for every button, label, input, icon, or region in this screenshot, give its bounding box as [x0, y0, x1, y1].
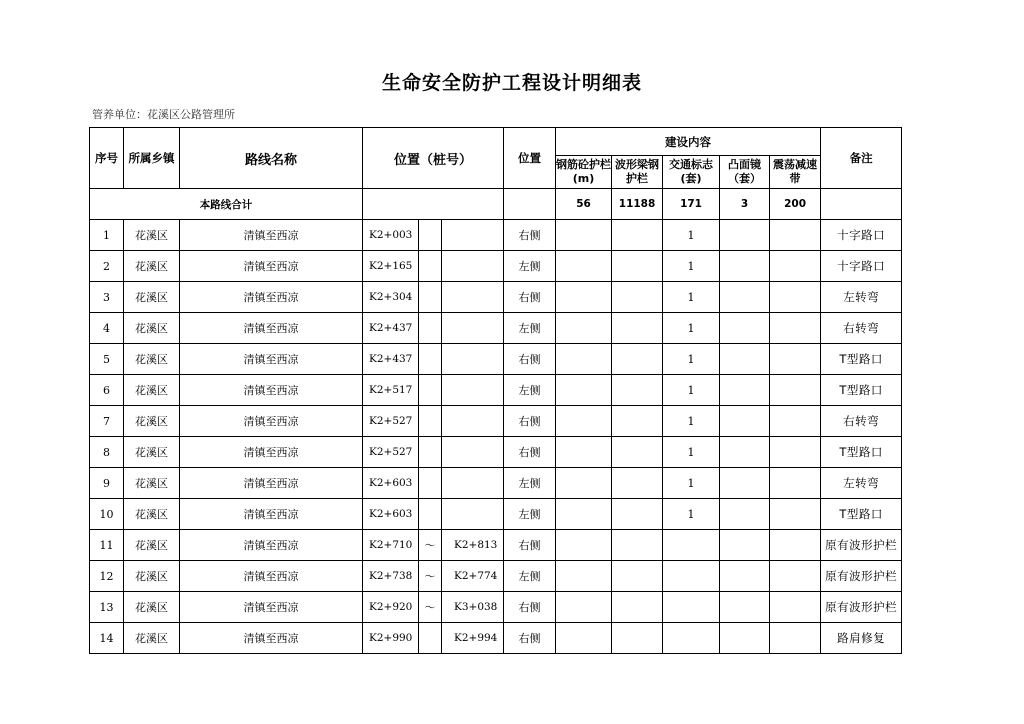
row-remark: 原有波形护栏: [821, 530, 902, 561]
row-stake-to: [442, 468, 504, 499]
header-sub-wave-guardrail: 波形梁钢护栏: [612, 156, 663, 189]
header-side: 位置: [504, 128, 556, 189]
header-sub-traffic-sign: 交通标志(套): [663, 156, 720, 189]
row-remark: T型路口: [821, 437, 902, 468]
row-concrete-guardrail: [556, 375, 612, 406]
row-remark: 原有波形护栏: [821, 561, 902, 592]
table-row: [90, 437, 902, 468]
row-remark: 右转弯: [821, 313, 902, 344]
row-traffic-sign: [663, 592, 720, 623]
row-remark: 左转弯: [821, 468, 902, 499]
header-sub-convex-mirror: 凸面镜（套）: [720, 156, 770, 189]
row-wave-guardrail: [612, 468, 663, 499]
summary-value: 200: [770, 189, 821, 220]
row-road: 清镇至西凉: [180, 220, 363, 251]
row-convex-mirror: [720, 623, 770, 654]
row-remark: 路肩修复: [821, 623, 902, 654]
row-traffic-sign: 1: [663, 344, 720, 375]
row-wave-guardrail: [612, 251, 663, 282]
row-speed-bump: [770, 592, 821, 623]
row-stake-from: K2+437: [363, 313, 419, 344]
row-side: 右侧: [504, 282, 556, 313]
table-row: [90, 344, 902, 375]
header-sub-speed-bump: 震荡减速带: [770, 156, 821, 189]
row-stake-to: [442, 282, 504, 313]
row-town: 花溪区: [124, 344, 180, 375]
row-speed-bump: [770, 468, 821, 499]
row-concrete-guardrail: [556, 499, 612, 530]
table-row: [90, 530, 902, 561]
table-header: [90, 128, 902, 220]
row-town: 花溪区: [124, 592, 180, 623]
row-stake-tilde: [419, 251, 442, 282]
row-speed-bump: [770, 375, 821, 406]
unit-label: 管养单位：花溪区公路管理所: [92, 108, 235, 121]
row-wave-guardrail: [612, 344, 663, 375]
row-stake-from: K2+603: [363, 499, 419, 530]
row-concrete-guardrail: [556, 313, 612, 344]
header-road: 路线名称: [180, 128, 363, 189]
row-stake-to: [442, 499, 504, 530]
summary-row: [90, 189, 902, 220]
header-content: 建设内容: [556, 128, 821, 156]
row-town: 花溪区: [124, 468, 180, 499]
row-traffic-sign: 1: [663, 375, 720, 406]
row-stake-to: [442, 406, 504, 437]
row-stake-tilde: [419, 344, 442, 375]
row-speed-bump: [770, 282, 821, 313]
row-stake-from: K2+527: [363, 437, 419, 468]
row-stake-to: [442, 251, 504, 282]
row-traffic-sign: 1: [663, 406, 720, 437]
row-stake-tilde: [419, 623, 442, 654]
row-stake-from: K2+517: [363, 375, 419, 406]
row-number: 11: [90, 530, 124, 561]
row-speed-bump: [770, 313, 821, 344]
row-wave-guardrail: [612, 220, 663, 251]
row-wave-guardrail: [612, 406, 663, 437]
row-convex-mirror: [720, 220, 770, 251]
row-side: 左侧: [504, 251, 556, 282]
row-convex-mirror: [720, 530, 770, 561]
row-stake-from: K2+738: [363, 561, 419, 592]
row-side: 左侧: [504, 313, 556, 344]
row-number: 4: [90, 313, 124, 344]
table-row: [90, 468, 902, 499]
row-stake-to: [442, 375, 504, 406]
row-convex-mirror: [720, 282, 770, 313]
row-wave-guardrail: [612, 530, 663, 561]
table-row: [90, 561, 902, 592]
row-stake-from: K2+920: [363, 592, 419, 623]
row-town: 花溪区: [124, 313, 180, 344]
row-wave-guardrail: [612, 282, 663, 313]
row-speed-bump: [770, 406, 821, 437]
row-traffic-sign: 1: [663, 499, 720, 530]
row-stake-from: K2+003: [363, 220, 419, 251]
row-stake-to: K2+813: [442, 530, 504, 561]
row-concrete-guardrail: [556, 251, 612, 282]
row-side: 右侧: [504, 344, 556, 375]
row-number: 9: [90, 468, 124, 499]
row-concrete-guardrail: [556, 468, 612, 499]
detail-table: [89, 127, 902, 654]
row-wave-guardrail: [612, 561, 663, 592]
row-remark: 右转弯: [821, 406, 902, 437]
header-stake: 位置（桩号）: [363, 128, 504, 189]
row-convex-mirror: [720, 592, 770, 623]
row-side: 右侧: [504, 592, 556, 623]
summary-value: 56: [556, 189, 612, 220]
row-wave-guardrail: [612, 623, 663, 654]
row-traffic-sign: 1: [663, 468, 720, 499]
row-concrete-guardrail: [556, 220, 612, 251]
row-stake-tilde: [419, 313, 442, 344]
row-concrete-guardrail: [556, 561, 612, 592]
row-wave-guardrail: [612, 437, 663, 468]
row-side: 右侧: [504, 437, 556, 468]
row-number: 14: [90, 623, 124, 654]
row-number: 12: [90, 561, 124, 592]
row-convex-mirror: [720, 437, 770, 468]
row-road: 清镇至西凉: [180, 375, 363, 406]
row-traffic-sign: 1: [663, 220, 720, 251]
row-concrete-guardrail: [556, 282, 612, 313]
row-town: 花溪区: [124, 282, 180, 313]
row-speed-bump: [770, 251, 821, 282]
table-row: [90, 623, 902, 654]
row-wave-guardrail: [612, 592, 663, 623]
row-convex-mirror: [720, 251, 770, 282]
row-stake-to: K3+038: [442, 592, 504, 623]
row-town: 花溪区: [124, 220, 180, 251]
row-concrete-guardrail: [556, 530, 612, 561]
row-town: 花溪区: [124, 437, 180, 468]
row-traffic-sign: [663, 623, 720, 654]
summary-value: 11188: [612, 189, 663, 220]
summary-value: 3: [720, 189, 770, 220]
row-traffic-sign: [663, 530, 720, 561]
row-convex-mirror: [720, 468, 770, 499]
row-road: 清镇至西凉: [180, 282, 363, 313]
row-town: 花溪区: [124, 623, 180, 654]
row-side: 左侧: [504, 468, 556, 499]
row-concrete-guardrail: [556, 592, 612, 623]
row-road: 清镇至西凉: [180, 499, 363, 530]
row-number: 10: [90, 499, 124, 530]
table-row: [90, 313, 902, 344]
header-remark: 备注: [821, 128, 902, 189]
row-convex-mirror: [720, 313, 770, 344]
row-stake-to: [442, 437, 504, 468]
row-convex-mirror: [720, 561, 770, 592]
summary-label: 本路线合计: [90, 189, 363, 220]
row-stake-tilde: [419, 375, 442, 406]
row-side: 左侧: [504, 375, 556, 406]
row-stake-to: K2+774: [442, 561, 504, 592]
row-speed-bump: [770, 561, 821, 592]
row-stake-from: K2+304: [363, 282, 419, 313]
row-road: 清镇至西凉: [180, 344, 363, 375]
row-number: 2: [90, 251, 124, 282]
row-convex-mirror: [720, 344, 770, 375]
row-road: 清镇至西凉: [180, 530, 363, 561]
row-stake-from: K2+437: [363, 344, 419, 375]
row-side: 左侧: [504, 561, 556, 592]
row-stake-to: [442, 313, 504, 344]
row-number: 5: [90, 344, 124, 375]
row-remark: T型路口: [821, 344, 902, 375]
row-number: 3: [90, 282, 124, 313]
table-row: [90, 406, 902, 437]
row-remark: 十字路口: [821, 251, 902, 282]
row-stake-tilde: ～: [419, 592, 442, 623]
row-road: 清镇至西凉: [180, 561, 363, 592]
row-road: 清镇至西凉: [180, 406, 363, 437]
row-town: 花溪区: [124, 251, 180, 282]
row-concrete-guardrail: [556, 437, 612, 468]
row-town: 花溪区: [124, 530, 180, 561]
header-sub-concrete-guardrail: 钢筋砼护栏(m): [556, 156, 612, 189]
row-convex-mirror: [720, 499, 770, 530]
row-traffic-sign: [663, 561, 720, 592]
row-number: 13: [90, 592, 124, 623]
row-stake-tilde: ～: [419, 561, 442, 592]
row-number: 8: [90, 437, 124, 468]
row-stake-from: K2+990: [363, 623, 419, 654]
row-remark: 左转弯: [821, 282, 902, 313]
row-speed-bump: [770, 530, 821, 561]
row-town: 花溪区: [124, 375, 180, 406]
table-row: [90, 592, 902, 623]
row-number: 6: [90, 375, 124, 406]
row-road: 清镇至西凉: [180, 437, 363, 468]
row-town: 花溪区: [124, 406, 180, 437]
row-stake-tilde: [419, 220, 442, 251]
header-town: 所属乡镇: [124, 128, 180, 189]
row-road: 清镇至西凉: [180, 623, 363, 654]
table-row: [90, 282, 902, 313]
row-stake-from: K2+165: [363, 251, 419, 282]
page-title: 生命安全防护工程设计明细表: [381, 72, 642, 94]
row-traffic-sign: 1: [663, 313, 720, 344]
table-body: [90, 220, 902, 654]
row-stake-to: K2+994: [442, 623, 504, 654]
row-speed-bump: [770, 623, 821, 654]
row-side: 左侧: [504, 499, 556, 530]
row-remark: 十字路口: [821, 220, 902, 251]
row-concrete-guardrail: [556, 623, 612, 654]
row-stake-tilde: ～: [419, 530, 442, 561]
row-side: 右侧: [504, 406, 556, 437]
row-speed-bump: [770, 437, 821, 468]
row-side: 右侧: [504, 220, 556, 251]
row-stake-to: [442, 220, 504, 251]
table-row: [90, 220, 902, 251]
row-wave-guardrail: [612, 375, 663, 406]
row-wave-guardrail: [612, 313, 663, 344]
row-stake-from: K2+603: [363, 468, 419, 499]
row-stake-to: [442, 344, 504, 375]
row-traffic-sign: 1: [663, 282, 720, 313]
table-row: [90, 375, 902, 406]
row-convex-mirror: [720, 375, 770, 406]
row-speed-bump: [770, 220, 821, 251]
row-road: 清镇至西凉: [180, 468, 363, 499]
row-convex-mirror: [720, 406, 770, 437]
row-concrete-guardrail: [556, 406, 612, 437]
row-stake-tilde: [419, 499, 442, 530]
row-traffic-sign: 1: [663, 437, 720, 468]
row-speed-bump: [770, 344, 821, 375]
row-road: 清镇至西凉: [180, 251, 363, 282]
row-number: 1: [90, 220, 124, 251]
row-speed-bump: [770, 499, 821, 530]
row-traffic-sign: 1: [663, 251, 720, 282]
row-concrete-guardrail: [556, 344, 612, 375]
header-seq: 序号: [90, 128, 124, 189]
row-side: 右侧: [504, 623, 556, 654]
row-stake-tilde: [419, 468, 442, 499]
row-stake-from: K2+527: [363, 406, 419, 437]
row-remark: 原有波形护栏: [821, 592, 902, 623]
row-stake-from: K2+710: [363, 530, 419, 561]
row-stake-tilde: [419, 282, 442, 313]
row-stake-tilde: [419, 437, 442, 468]
row-town: 花溪区: [124, 561, 180, 592]
row-remark: T型路口: [821, 375, 902, 406]
row-road: 清镇至西凉: [180, 313, 363, 344]
row-wave-guardrail: [612, 499, 663, 530]
row-number: 7: [90, 406, 124, 437]
table-row: [90, 251, 902, 282]
table-row: [90, 499, 902, 530]
row-road: 清镇至西凉: [180, 592, 363, 623]
row-town: 花溪区: [124, 499, 180, 530]
row-stake-tilde: [419, 406, 442, 437]
row-side: 右侧: [504, 530, 556, 561]
row-remark: T型路口: [821, 499, 902, 530]
summary-value: 171: [663, 189, 720, 220]
